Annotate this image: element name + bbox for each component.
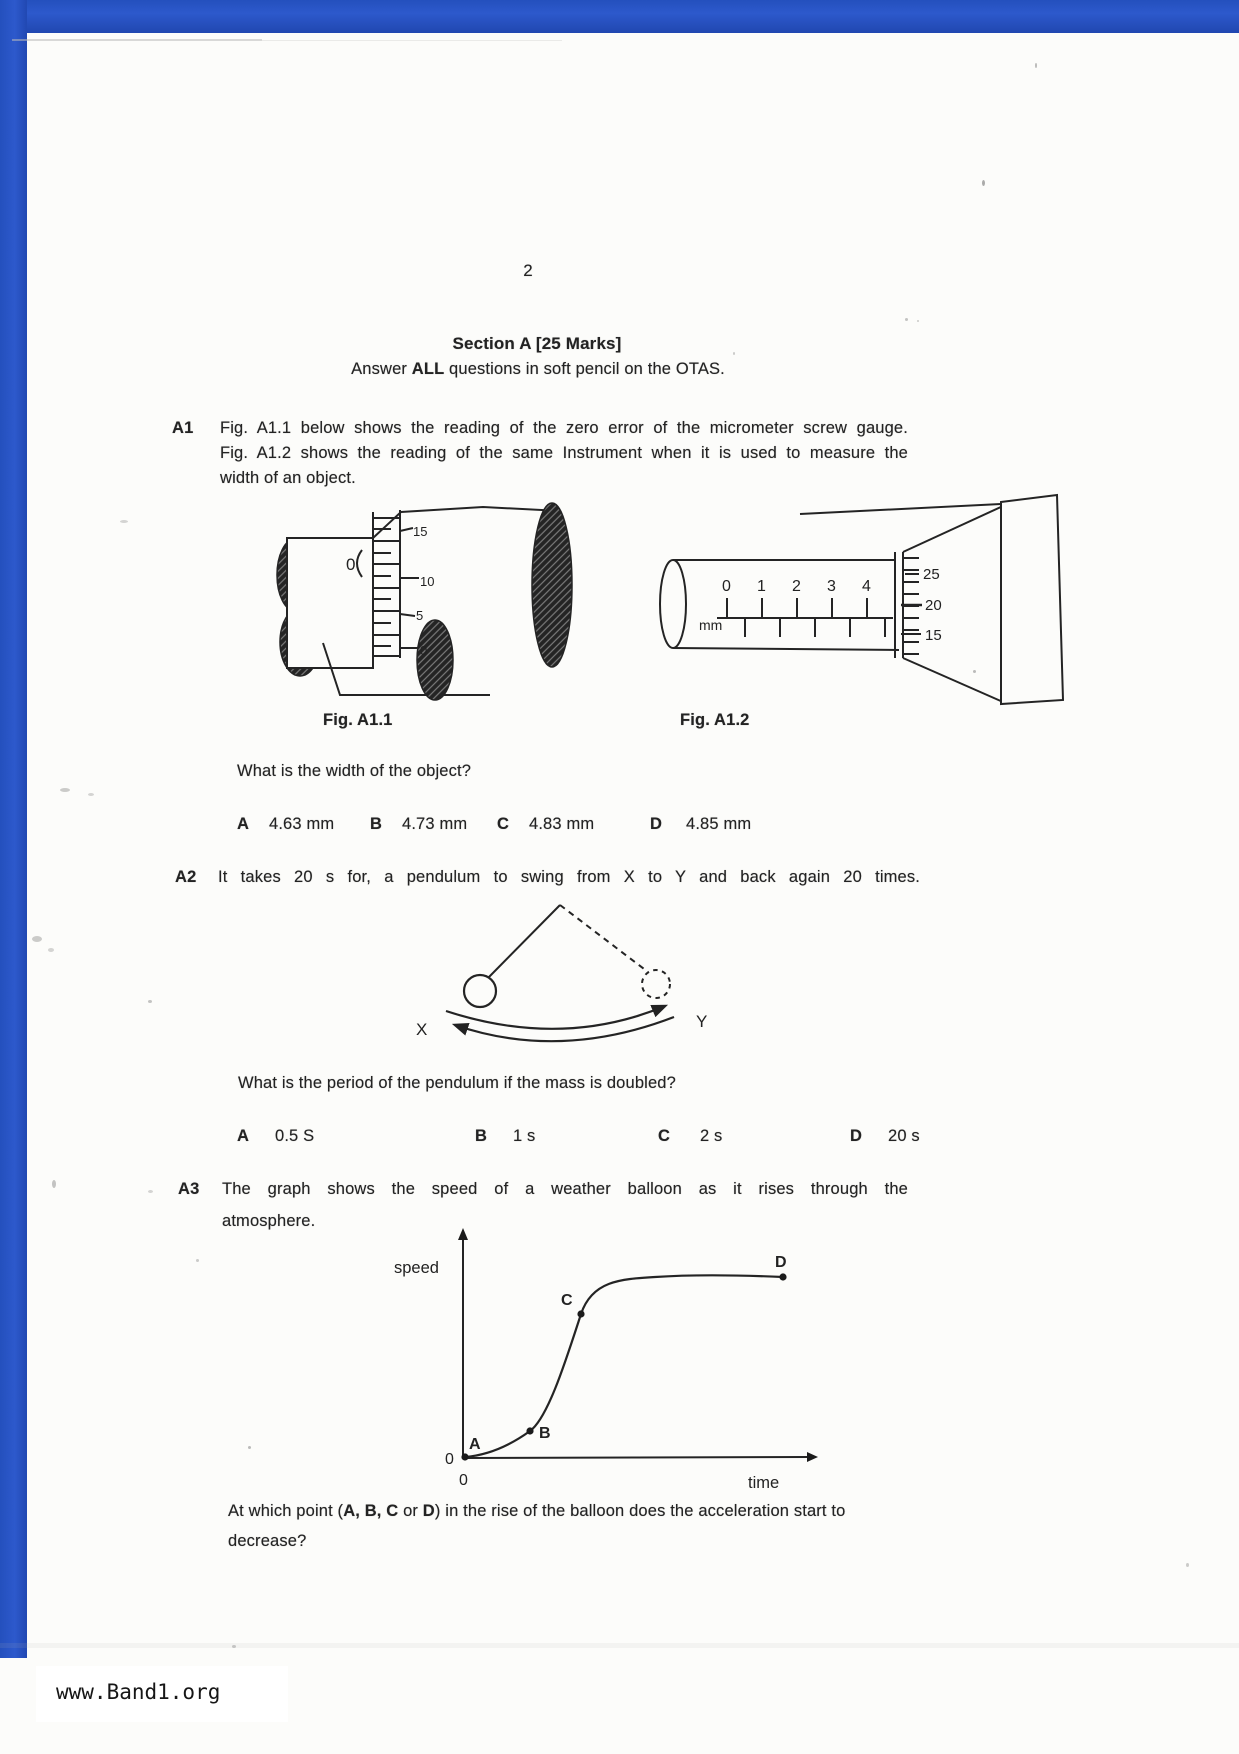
- option-b: B 4.73 mm: [370, 815, 468, 833]
- point-b-dot: [526, 1427, 533, 1434]
- point-c-label: C: [561, 1292, 573, 1309]
- page-number: 2: [523, 261, 533, 280]
- q2-question: What is the period of the pendulum if the mass is doubled?: [238, 1074, 676, 1092]
- q3-question-line2: decrease?: [228, 1532, 307, 1550]
- y-axis-label: speed: [394, 1259, 439, 1277]
- scale-number: 0: [722, 578, 731, 595]
- q1-body-line3: width of an object.: [220, 469, 356, 487]
- x-axis-label: time: [748, 1474, 780, 1492]
- watermark-text: www.Band1.org: [56, 1680, 221, 1704]
- pendulum-string-dashed: [560, 905, 648, 972]
- scale-number: 2: [792, 578, 801, 595]
- question-label-a2: A2: [175, 868, 197, 886]
- question-label-a3: A3: [178, 1180, 200, 1198]
- point-d-dot: [779, 1273, 786, 1280]
- q1-question: What is the width of the object?: [237, 762, 472, 780]
- tick-label: 20: [925, 597, 942, 614]
- option-a: A 4.63 mm: [237, 815, 335, 833]
- fig-a1-1-micrometer-drawing: [258, 498, 570, 703]
- scale-number: 4: [862, 578, 871, 595]
- tick-label: 15: [925, 627, 942, 644]
- pendulum-x-label: X: [416, 1020, 428, 1039]
- pendulum-y-label: Y: [696, 1012, 708, 1031]
- scan-artifact-line: [12, 39, 262, 41]
- swing-arrow-right: [446, 1006, 665, 1029]
- scan-border-top: [0, 0, 1239, 33]
- point-b-label: B: [539, 1425, 551, 1442]
- tick-label: 5: [416, 608, 424, 623]
- ratchet-hatched-shape: [532, 503, 572, 667]
- fig-a3-speed-time-graph: [380, 1225, 830, 1505]
- ratchet-hatched-shape: [417, 620, 453, 700]
- tick-label: 0: [420, 643, 428, 658]
- scale-number: 1: [757, 578, 766, 595]
- option-c: C 2 s: [658, 1127, 723, 1145]
- unit-label: mm: [699, 617, 723, 633]
- point-a-dot: [461, 1453, 468, 1460]
- origin-x-label: 0: [459, 1472, 468, 1489]
- point-a-label: A: [469, 1436, 481, 1453]
- fig-a1-2-micrometer-drawing: [595, 448, 1075, 710]
- option-c: C 4.83 mm: [497, 815, 595, 833]
- q3-question-line1: At which point (A, B, C or D) in the rise of the balloon does the acceleration start to: [228, 1502, 846, 1520]
- section-instruction: Answer ALL questions in soft pencil on the OTAS.: [351, 360, 725, 378]
- option-b: B 1 s: [475, 1127, 536, 1145]
- tick-label: 15: [413, 524, 428, 539]
- tick-label: 10: [420, 574, 435, 589]
- scale-number: 3: [827, 578, 836, 595]
- scan-artifact-line: [0, 1643, 1239, 1648]
- pendulum-bob: [464, 975, 496, 1007]
- scan-border-left: [0, 0, 27, 1658]
- question-label-a1: A1: [172, 419, 194, 437]
- pendulum-string: [488, 905, 560, 978]
- pendulum-bob-dashed: [642, 970, 670, 998]
- origin-y-label: 0: [445, 1451, 454, 1468]
- q3-body-line2: atmosphere.: [222, 1212, 316, 1230]
- y-axis-arrowhead: [458, 1228, 468, 1240]
- frame-body: [287, 538, 373, 668]
- speed-curve: [465, 1275, 783, 1457]
- point-c-dot: [577, 1310, 584, 1317]
- x-axis-arrowhead: [807, 1452, 818, 1462]
- q1-body-line1: Fig. A1.1 below shows the reading of the zero error of the micrometer screw gauge.: [220, 419, 908, 437]
- q1-body-line2: Fig. A1.2 shows the reading of the same Instrument when it is used to measure the: [220, 444, 908, 462]
- fig-a1-2-caption: Fig. A1.2: [680, 711, 750, 729]
- fig-a2-pendulum-drawing: [400, 893, 720, 1065]
- section-title: Section A [25 Marks]: [452, 334, 622, 353]
- point-d-label: D: [775, 1254, 787, 1271]
- scan-artifact-line: [262, 40, 562, 41]
- q3-body-line1: The graph shows the speed of a weather balloon as it rises through the: [222, 1180, 908, 1198]
- option-d: D 4.85 mm: [650, 815, 752, 833]
- x-axis: [463, 1457, 810, 1458]
- q2-body: It takes 20 s for, a pendulum to swing from X to Y and back again 20 times.: [218, 868, 920, 886]
- option-d: D 20 s: [850, 1127, 920, 1145]
- tick-label: 25: [923, 566, 940, 583]
- datum-label: 0: [346, 555, 356, 574]
- option-a: A 0.5 S: [237, 1127, 315, 1145]
- fig-a1-1-caption: Fig. A1.1: [323, 711, 393, 729]
